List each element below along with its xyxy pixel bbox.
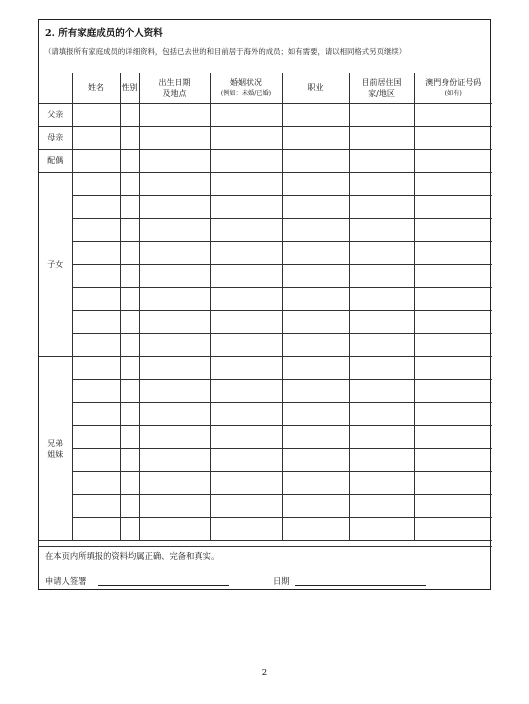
row-label-children: 子女: [39, 172, 72, 356]
child-cell[interactable]: [72, 310, 120, 333]
sibling-cell[interactable]: [414, 518, 492, 541]
child-cell[interactable]: [282, 172, 349, 195]
sibling-cell[interactable]: [210, 518, 282, 541]
mother-occupation-cell[interactable]: [282, 126, 349, 149]
child-row: [39, 333, 492, 356]
child-cell[interactable]: [210, 195, 282, 218]
sibling-cell[interactable]: [414, 472, 492, 495]
spouse-marital-cell[interactable]: [210, 149, 282, 172]
child-cell[interactable]: [72, 195, 120, 218]
child-cell[interactable]: [120, 287, 139, 310]
sibling-cell[interactable]: [72, 426, 120, 449]
mother-id-cell[interactable]: [414, 126, 492, 149]
child-cell[interactable]: [414, 218, 492, 241]
sibling-cell[interactable]: [120, 449, 139, 472]
header-name: 姓名: [72, 73, 120, 103]
sibling-cell[interactable]: [72, 449, 120, 472]
sibling-cell[interactable]: [349, 495, 414, 518]
child-cell[interactable]: [120, 264, 139, 287]
sibling-cell[interactable]: [120, 472, 139, 495]
mother-residence-cell[interactable]: [349, 126, 414, 149]
child-cell[interactable]: [72, 264, 120, 287]
sibling-row: [39, 380, 492, 403]
siblings-label-line2: 姐妹: [47, 449, 64, 459]
sibling-cell[interactable]: [282, 518, 349, 541]
child-cell[interactable]: [120, 172, 139, 195]
child-cell[interactable]: [414, 241, 492, 264]
sibling-cell[interactable]: [72, 380, 120, 403]
header-row: [39, 73, 492, 103]
sibling-cell[interactable]: [349, 518, 414, 541]
child-cell[interactable]: [210, 264, 282, 287]
sibling-row: [39, 403, 492, 426]
header-marital-label: 婚姻状况: [230, 77, 262, 87]
child-cell[interactable]: [139, 287, 210, 310]
child-cell[interactable]: [210, 310, 282, 333]
sibling-cell[interactable]: [414, 403, 492, 426]
child-cell[interactable]: [414, 172, 492, 195]
child-cell[interactable]: [282, 310, 349, 333]
child-cell[interactable]: [414, 264, 492, 287]
declaration-text: 在本页内所填报的资料均属正确、完备和真实。: [45, 551, 220, 561]
child-cell[interactable]: [414, 287, 492, 310]
sibling-row: [39, 449, 492, 472]
father-marital-cell[interactable]: [210, 103, 282, 126]
signature-label: 申请人签署: [45, 576, 87, 586]
child-cell[interactable]: [414, 195, 492, 218]
sibling-cell[interactable]: [72, 495, 120, 518]
child-row: [39, 264, 492, 287]
header-macau-id: [414, 73, 492, 103]
child-cell[interactable]: [282, 241, 349, 264]
header-marital-hint: (例如：未婚/已婚): [220, 89, 272, 97]
child-cell[interactable]: [139, 310, 210, 333]
child-cell[interactable]: [120, 310, 139, 333]
child-row: [39, 195, 492, 218]
header-gender: 性别: [120, 73, 139, 103]
child-cell[interactable]: [120, 195, 139, 218]
child-cell[interactable]: [120, 333, 139, 356]
sibling-cell[interactable]: [72, 403, 120, 426]
child-cell[interactable]: [349, 310, 414, 333]
child-cell[interactable]: [282, 195, 349, 218]
child-cell[interactable]: [120, 241, 139, 264]
sibling-cell[interactable]: [349, 472, 414, 495]
child-cell[interactable]: [139, 172, 210, 195]
page-number: 2: [261, 668, 268, 678]
family-members-table: [39, 73, 492, 541]
child-row: [39, 172, 492, 195]
child-cell[interactable]: [282, 287, 349, 310]
child-row: [39, 218, 492, 241]
sibling-row: [39, 357, 492, 380]
sibling-cell[interactable]: [282, 495, 349, 518]
sibling-cell[interactable]: [349, 403, 414, 426]
spouse-birth-cell[interactable]: [139, 149, 210, 172]
sibling-cell[interactable]: [349, 449, 414, 472]
child-cell[interactable]: [349, 264, 414, 287]
sibling-cell[interactable]: [210, 495, 282, 518]
child-cell[interactable]: [139, 264, 210, 287]
sibling-cell[interactable]: [139, 449, 210, 472]
sibling-cell[interactable]: [139, 380, 210, 403]
spouse-occupation-cell[interactable]: [282, 149, 349, 172]
child-cell[interactable]: [210, 172, 282, 195]
child-cell[interactable]: [349, 287, 414, 310]
father-id-cell[interactable]: [414, 103, 492, 126]
sibling-row: [39, 518, 492, 541]
signature-line[interactable]: [98, 585, 229, 586]
sibling-cell[interactable]: [120, 426, 139, 449]
sibling-cell[interactable]: [139, 495, 210, 518]
mother-marital-cell[interactable]: [210, 126, 282, 149]
child-cell[interactable]: [210, 218, 282, 241]
child-cell[interactable]: [139, 241, 210, 264]
child-cell[interactable]: [414, 333, 492, 356]
sibling-cell[interactable]: [210, 449, 282, 472]
sibling-cell[interactable]: [414, 426, 492, 449]
sibling-cell[interactable]: [282, 403, 349, 426]
header-occupation: 职业: [282, 73, 349, 103]
section-title: 2. 所有家庭成员的个人资料: [45, 28, 163, 39]
child-cell[interactable]: [349, 172, 414, 195]
mother-name-cell[interactable]: [72, 126, 120, 149]
row-label-siblings: [39, 357, 72, 541]
sibling-cell[interactable]: [210, 380, 282, 403]
mother-birth-cell[interactable]: [139, 126, 210, 149]
header-relation: [39, 73, 72, 103]
father-residence-cell[interactable]: [349, 103, 414, 126]
row-label-father: 父亲: [39, 103, 72, 126]
spouse-name-cell[interactable]: [72, 149, 120, 172]
sibling-row: [39, 495, 492, 518]
sibling-cell[interactable]: [120, 357, 139, 380]
spouse-residence-cell[interactable]: [349, 149, 414, 172]
row-label-spouse: 配偶: [39, 149, 72, 172]
sibling-cell[interactable]: [72, 357, 120, 380]
mother-row: [39, 126, 492, 149]
spouse-gender-cell[interactable]: [120, 149, 139, 172]
sibling-cell[interactable]: [120, 380, 139, 403]
spouse-row: [39, 149, 492, 172]
header-residence: [349, 73, 414, 103]
date-line[interactable]: [295, 585, 426, 586]
sibling-cell[interactable]: [349, 426, 414, 449]
header-residence-line1: 目前居住国: [361, 77, 402, 87]
sibling-cell[interactable]: [210, 472, 282, 495]
child-cell[interactable]: [282, 218, 349, 241]
child-cell[interactable]: [72, 287, 120, 310]
sibling-cell[interactable]: [414, 449, 492, 472]
sibling-cell[interactable]: [210, 403, 282, 426]
mother-gender-cell[interactable]: [120, 126, 139, 149]
header-birth-line2: 及地点: [162, 88, 187, 98]
sibling-cell[interactable]: [139, 426, 210, 449]
header-residence-line2: 家/地区: [368, 88, 395, 98]
sibling-row: [39, 426, 492, 449]
child-cell[interactable]: [72, 218, 120, 241]
sibling-row: [39, 472, 492, 495]
sibling-cell[interactable]: [120, 403, 139, 426]
father-row: [39, 103, 492, 126]
sibling-cell[interactable]: [282, 426, 349, 449]
sibling-cell[interactable]: [282, 449, 349, 472]
sibling-cell[interactable]: [414, 380, 492, 403]
child-cell[interactable]: [210, 241, 282, 264]
sibling-cell[interactable]: [282, 380, 349, 403]
header-marital-status: [210, 73, 282, 103]
row-label-mother: 母亲: [39, 126, 72, 149]
child-cell[interactable]: [139, 333, 210, 356]
child-cell[interactable]: [210, 333, 282, 356]
child-cell[interactable]: [72, 241, 120, 264]
sibling-cell[interactable]: [349, 357, 414, 380]
child-cell[interactable]: [139, 218, 210, 241]
child-row: [39, 241, 492, 264]
father-occupation-cell[interactable]: [282, 103, 349, 126]
sibling-cell[interactable]: [139, 357, 210, 380]
family-members-form: [38, 19, 491, 590]
sibling-cell[interactable]: [282, 357, 349, 380]
siblings-label-line1: 兄弟: [47, 438, 64, 448]
child-cell[interactable]: [282, 333, 349, 356]
header-id-hint: (如有): [444, 89, 462, 97]
child-cell[interactable]: [72, 333, 120, 356]
header-birth-date-place: [139, 73, 210, 103]
sibling-cell[interactable]: [349, 380, 414, 403]
child-cell[interactable]: [349, 333, 414, 356]
child-cell[interactable]: [120, 218, 139, 241]
child-cell[interactable]: [349, 218, 414, 241]
header-birth-line1: 出生日期: [158, 77, 191, 87]
father-gender-cell[interactable]: [120, 103, 139, 126]
sibling-cell[interactable]: [282, 472, 349, 495]
child-cell[interactable]: [72, 172, 120, 195]
section-instructions: （请填报所有家庭成员的详细资料，包括已去世的和目前居于海外的成员；如有需要，请以相同格式另页继续）: [44, 47, 407, 56]
child-cell[interactable]: [414, 310, 492, 333]
sibling-cell[interactable]: [139, 472, 210, 495]
father-name-cell[interactable]: [72, 103, 120, 126]
sibling-cell[interactable]: [72, 518, 120, 541]
child-row: [39, 287, 492, 310]
sibling-cell[interactable]: [120, 495, 139, 518]
sibling-cell[interactable]: [120, 518, 139, 541]
sibling-cell[interactable]: [210, 426, 282, 449]
sibling-cell[interactable]: [414, 357, 492, 380]
date-label: 日期: [273, 576, 290, 586]
child-cell[interactable]: [210, 287, 282, 310]
header-id-label: 澳門身份证号码: [425, 77, 482, 87]
sibling-cell[interactable]: [414, 495, 492, 518]
sibling-cell[interactable]: [139, 403, 210, 426]
sibling-cell[interactable]: [72, 472, 120, 495]
child-cell[interactable]: [139, 195, 210, 218]
child-cell[interactable]: [349, 241, 414, 264]
declaration-section: [39, 546, 492, 591]
sibling-cell[interactable]: [139, 518, 210, 541]
child-cell[interactable]: [349, 195, 414, 218]
child-row: [39, 310, 492, 333]
spouse-id-cell[interactable]: [414, 149, 492, 172]
father-birth-cell[interactable]: [139, 103, 210, 126]
sibling-cell[interactable]: [210, 357, 282, 380]
child-cell[interactable]: [282, 264, 349, 287]
